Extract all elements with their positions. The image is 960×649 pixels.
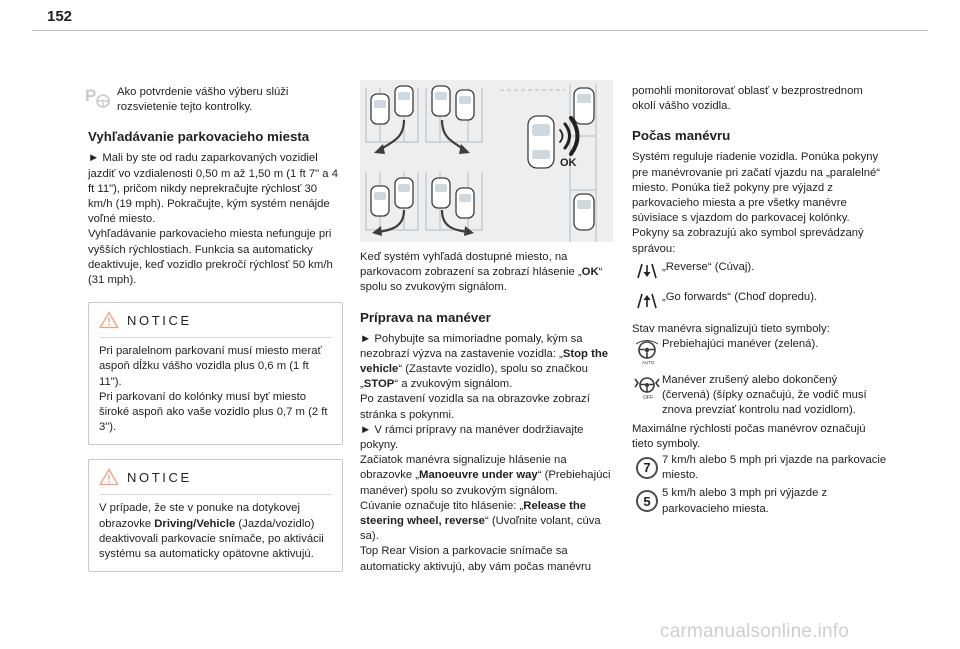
para-continuation: pomohli monitorovať oblasť v bezprostrednom okolí vášho vozidla. [632,85,863,113]
parking-diagram-illustration [360,80,613,242]
notice-title-1: NOTICE [127,312,192,328]
heading-preparation: Príprava na manéver [360,309,491,325]
para-stop-vehicle [360,332,615,393]
notice-box-2 [88,459,343,572]
notice-header-1 [99,311,332,329]
para-steering-regulation: Systém reguluje riadenie vozidla. Ponúka pokyny pre manévrovanie pri začatí vjazdu na „paralelné“ miesto. Ponúka tiež pokyny pre výjazd z parkovacieho miesta a pre všetky manévre súvisiace s vjazdom do parkovacej kolónky. [632,151,881,225]
para-reverse-message [360,499,615,545]
warning-triangle-icon [99,468,119,486]
p1-pre: ► Pohybujte sa mimoriadne pomaly, kým sa nezobrazí výzva na zastavenie vozidla: „ [360,332,583,360]
right-column [632,84,888,520]
top-rule [32,30,928,31]
svg-text:OFF: OFF [643,395,653,402]
para-follow-instructions: ► V rámci prípravy na manéver dodržiavajte pokyny. [360,423,584,452]
forward-arrows-icon [633,292,661,310]
intro-row [84,84,343,115]
reverse-instruction-text: „Reverse“ (Cúvaj). [662,260,755,273]
figure-ok-label: OK [560,157,577,169]
para-speeds-intro: Maximálne rýchlosti počas manévrov označujú tieto symboly. [632,422,866,450]
forward-instruction-text: „Go forwards“ (Choď dopredu). [662,290,818,303]
caption-post: “ spolu so zvukovým signálom. [360,266,603,294]
heading-during-manoeuvre: Počas manévru [632,128,731,144]
warning-triangle-icon [99,311,119,329]
caption-pre: Keď systém vyhľadá dostupné miesto, na parkovacom zobrazení sa zobrazí hlásenie „ [360,251,582,279]
intro-text: Ako potvrdenie vášho výberu slúži rozsvietenie tejto kontrolky. [117,86,289,114]
p4-pre: Začiatok manévra signalizuje hlásenie na obrazovke „ [360,454,567,482]
status-red-symbol-cell [632,373,662,401]
svg-text:P: P [85,86,97,105]
para-manoeuvre-start [360,453,615,499]
status-green-symbol-cell [632,337,662,365]
status-green-row [632,337,888,365]
notice2-text-post: (Jazda/vozidlo) deaktivovali parkovacie snímače, po aktivácii systému sa automaticky opätovne aktivujú. [99,517,324,561]
caption-bold: OK [581,266,599,279]
svg-text:AUTO: AUTO [642,360,655,366]
caption-text [360,250,615,296]
notice-box-1 [88,302,343,445]
para-distance: ► Mali by ste od radu zaparkovaných vozidiel jazdiť vo vzdialenosti 0,50 m až 1,50 m (1 ft 7" a 4 ft 11"), pričom nikdy neprekračujte rýchlosť 30 km/h (19 mph). Pokračujte, kým systém nenájde voľné miesto. [88,152,338,226]
forward-symbol-cell [632,290,662,310]
page-number: 152 [47,8,73,25]
speed-7-symbol-cell [632,453,662,479]
speed-7-row [632,453,888,483]
reverse-arrows-icon [633,262,661,280]
park-assist-indicator-icon [84,84,114,110]
speed-7-text: 7 km/h alebo 5 mph pri vjazde na parkovacie miesto. [662,454,887,482]
p1-post: “ a zvukovým signálom. [394,378,513,391]
para-status-intro: Stav manévra signalizujú tieto symboly: [632,322,830,335]
status-red-text: Manéver zrušený alebo dokončený (červená) (šípky označujú, že vodič musí znova prevziať kontrolu nad vozidlom). [662,374,867,417]
speed-5-icon: 5 [636,490,658,512]
notice2-text [99,501,332,562]
notice-header-2 [99,468,332,486]
p4-bold: Manoeuvre under way [419,469,538,482]
para-instructions-page: Po zastavení vozidla sa na obrazovke zobrazí stránka s pokynmi. [360,393,590,421]
notice1-line2: Pri parkovaní do kolónky musí byť miesto široké aspoň ako vaše vozidlo plus 0,7 m (2 ft 3"). [99,390,328,434]
notice2-text-bold: Driving/Vehicle [154,517,236,530]
notice-title-2: NOTICE [127,469,192,485]
p5-post: “ (Uvoľnite volant, cúva sa). [360,515,601,543]
speed-5-row [632,486,888,516]
speed-7-icon: 7 [636,457,658,479]
para-symbol-display: Pokyny sa zobrazujú ako symbol sprevádzaný správou: [632,227,864,255]
notice-separator-1 [99,337,332,338]
para-speed-limit: Vyhľadávanie parkovacieho miesta nefunguje pri vyšších rýchlostiach. Funkcia sa automaticky deaktivuje, keď vozidlo prekročí rýchlosť 50 km/h (31 mph). [88,228,333,287]
steering-auto-icon [634,339,660,365]
heading-parking-search: Vyhľadávanie parkovacieho miesta [88,129,310,145]
notice-separator-2 [99,494,332,495]
speed-5-text: 5 km/h alebo 3 mph pri výjazde z parkovacieho miesta. [662,487,828,515]
reverse-symbol-cell [632,260,662,280]
reverse-instruction-row [632,260,888,280]
left-column [85,84,343,572]
status-green-text: Prebiehajúci manéver (zelená). [662,338,819,351]
watermark: carmanualsonline.info [660,621,850,642]
p4-post: “ (Prebiehajúci manéver) spolu so zvukovým signálom. [360,469,611,497]
p5-pre: Cúvanie označuje tito hlásenie: „ [360,499,524,512]
speed-5-symbol-cell [632,486,662,512]
forward-instruction-row [632,290,888,310]
p1-bold1: Stop the vehicle [360,347,609,376]
parking-diagram [360,80,613,242]
p1-bold2: STOP [363,378,395,391]
p5-bold: Release the steering wheel, reverse [360,499,587,528]
p1-mid: “ (Zastavte vozidlo), spolu so značkou „ [360,363,588,391]
steering-off-icon [632,375,662,401]
middle-column [360,80,615,575]
para-top-rear-vision: Top Rear Vision a parkovacie snímače sa automaticky aktivujú, aby vám počas manévru [360,545,592,573]
notice2-text-pre: V prípade, že ste v ponuke na dotykovej obrazovke [99,502,300,530]
status-red-row [632,373,888,419]
notice1-line1: Pri paralelnom parkovaní musí miesto merať aspoň dĺžku vášho vozidla plus 0,6 m (1 ft 11"). [99,345,322,388]
